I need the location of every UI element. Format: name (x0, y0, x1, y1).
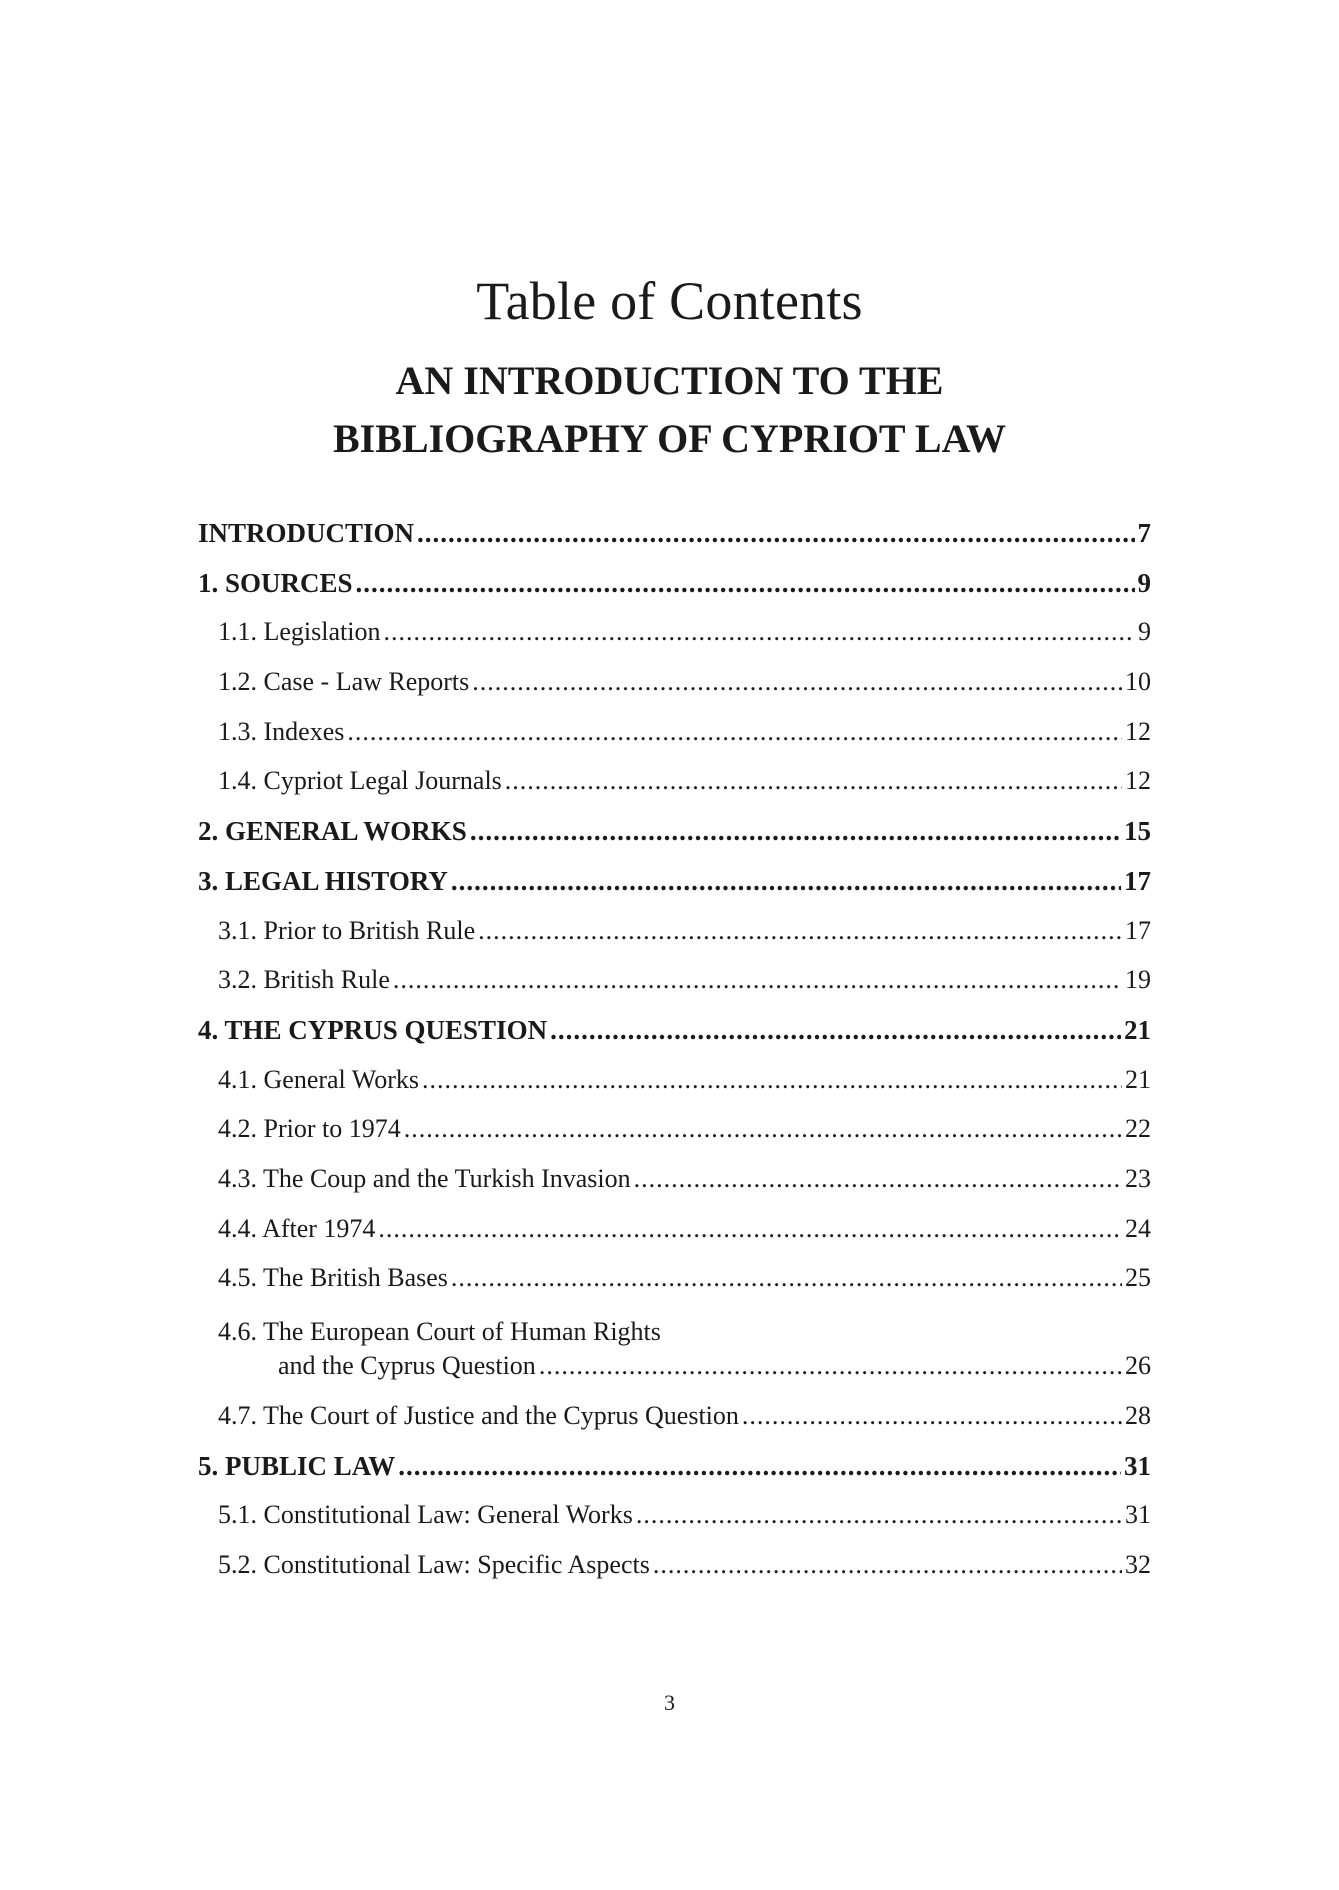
dot-leader (653, 1550, 1122, 1580)
toc-entry-sources[interactable] (198, 568, 1151, 618)
toc-entry-label-continuation-line (218, 1351, 1151, 1391)
toc-entry-label: 4.1. General Works (218, 1064, 420, 1094)
toc-entry-page: 15 (1124, 816, 1151, 847)
dot-leader (422, 1065, 1122, 1095)
dot-leader (417, 518, 1134, 549)
subtitle-line-1: AN INTRODUCTION TO THE (395, 358, 944, 403)
dot-leader (451, 1263, 1122, 1293)
dot-leader (383, 617, 1135, 647)
dot-leader (451, 866, 1121, 897)
toc-entry-general-works[interactable] (198, 816, 1151, 866)
toc-entry-label: 4.3. The Coup and the Turkish Invasion (218, 1163, 631, 1193)
toc-entry-label: 1. SOURCES (198, 567, 353, 598)
toc-entry-court-of-justice-cyprus-question[interactable] (198, 1401, 1151, 1451)
toc-entry-label: 4.2. Prior to 1974 (218, 1114, 401, 1144)
toc-entry-prior-to-1974[interactable] (198, 1114, 1151, 1164)
dot-leader (347, 717, 1122, 747)
toc-entry-label: 3.2. British Rule (218, 965, 390, 995)
toc-entry-indexes[interactable] (198, 717, 1151, 767)
toc-entry-page: 31 (1124, 1450, 1151, 1481)
dot-leader (404, 1114, 1122, 1144)
dot-leader (539, 1351, 1122, 1381)
dot-leader (742, 1401, 1122, 1431)
toc-entry-legal-history[interactable] (198, 866, 1151, 916)
toc-entry-page: 22 (1125, 1114, 1151, 1144)
toc-entry-page: 10 (1125, 667, 1151, 697)
page-title: Table of Contents (476, 271, 863, 331)
dot-leader (393, 965, 1122, 995)
toc-entry-page: 12 (1125, 716, 1151, 746)
toc-entry-constitutional-specific-aspects[interactable] (198, 1550, 1151, 1600)
toc-entry-label: 3.1. Prior to British Rule (218, 915, 476, 945)
toc-entry-coup-and-invasion[interactable] (198, 1164, 1151, 1214)
toc-entry-page: 25 (1125, 1263, 1151, 1293)
toc-entry-prior-to-british-rule[interactable] (198, 916, 1151, 966)
toc-entry-echr-cyprus-question[interactable] (198, 1313, 1151, 1401)
toc-entry-page: 31 (1125, 1500, 1151, 1530)
dot-leader (634, 1164, 1122, 1194)
dot-leader (636, 1500, 1122, 1530)
dot-leader (478, 916, 1122, 946)
toc-entry-label: 4.6. The European Court of Human Rights (218, 1317, 661, 1346)
dot-leader (470, 816, 1121, 847)
dot-leader (472, 667, 1122, 697)
toc-entry-page: 17 (1124, 865, 1151, 896)
toc-entry-page: 32 (1125, 1550, 1151, 1580)
toc-entry-page: 24 (1125, 1213, 1151, 1243)
toc-entry-page: 23 (1125, 1163, 1151, 1193)
toc-entry-label: 3. LEGAL HISTORY (198, 865, 448, 896)
toc-entry-label: 5.2. Constitutional Law: Specific Aspects (218, 1550, 650, 1580)
toc-entry-label: 5.1. Constitutional Law: General Works (218, 1500, 633, 1530)
toc-entry-british-bases[interactable] (198, 1263, 1151, 1313)
toc-entry-british-rule[interactable] (198, 965, 1151, 1015)
toc-entry-case-law-reports[interactable] (198, 667, 1151, 717)
toc-entry-page: 21 (1125, 1064, 1151, 1094)
toc-entry-page: 19 (1125, 965, 1151, 995)
toc-entry-page: 28 (1125, 1401, 1151, 1430)
toc-entry-legislation[interactable] (198, 617, 1151, 667)
toc-entry-label: 1.3. Indexes (218, 716, 345, 746)
toc-entry-label: INTRODUCTION (198, 518, 415, 548)
toc-entry-page: 7 (1137, 518, 1151, 548)
toc-entry-label-continuation: and the Cyprus Question (278, 1351, 536, 1380)
toc-entry-page: 12 (1125, 766, 1151, 796)
toc-entry-introduction[interactable] (198, 518, 1151, 568)
toc-entry-label: 2. GENERAL WORKS (198, 816, 467, 847)
page-number: 3 (664, 1690, 675, 1715)
toc-entry-public-law[interactable] (198, 1451, 1151, 1501)
dot-leader (378, 1214, 1122, 1244)
toc-entry-cyprus-general-works[interactable] (198, 1065, 1151, 1115)
toc-entry-label: 1.1. Legislation (218, 617, 381, 647)
toc-entry-label: 1.2. Case - Law Reports (218, 667, 470, 697)
dot-leader (505, 766, 1122, 796)
toc-entry-label: 4.5. The British Bases (218, 1263, 448, 1293)
subtitle-line-2: BIBLIOGRAPHY OF CYPRIOT LAW (332, 416, 1007, 461)
table-of-contents (198, 518, 1151, 1600)
toc-entry-label: 5. PUBLIC LAW (198, 1450, 396, 1481)
toc-entry-after-1974[interactable] (198, 1214, 1151, 1264)
toc-entry-page: 9 (1138, 617, 1151, 647)
book-subtitle (0, 352, 1339, 468)
toc-entry-page: 21 (1124, 1014, 1151, 1045)
toc-entry-cyprus-question[interactable] (198, 1015, 1151, 1065)
toc-entry-label: 1.4. Cypriot Legal Journals (218, 766, 502, 796)
toc-entry-page: 26 (1125, 1351, 1151, 1380)
toc-entry-cypriot-legal-journals[interactable] (198, 766, 1151, 816)
toc-entry-label: 4.4. After 1974 (218, 1213, 376, 1243)
toc-entry-page: 9 (1137, 567, 1151, 598)
toc-entry-constitutional-general-works[interactable] (198, 1500, 1151, 1550)
dot-leader (550, 1015, 1121, 1046)
toc-entry-label: 4.7. The Court of Justice and the Cyprus Question (218, 1401, 739, 1430)
dot-leader (398, 1451, 1121, 1482)
toc-entry-label: 4. THE CYPRUS QUESTION (198, 1014, 548, 1045)
dot-leader (356, 568, 1135, 599)
toc-entry-page: 17 (1125, 915, 1151, 945)
